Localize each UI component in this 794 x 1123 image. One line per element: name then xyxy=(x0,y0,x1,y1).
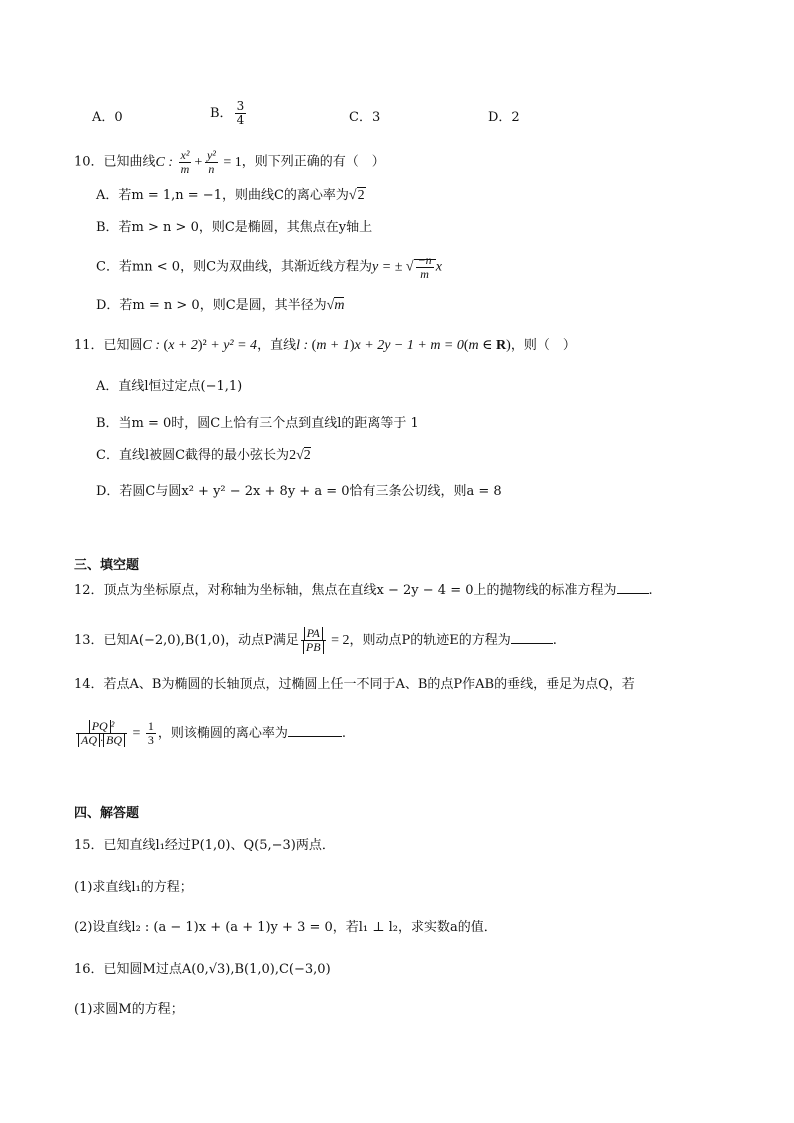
q10-option-c-text: C．若mn < 0，则C为双曲线，其渐近线方程为 xyxy=(96,259,373,275)
q10-option-b: B．若m > n > 0，则C是椭圆，其焦点在y轴上 xyxy=(96,220,373,235)
q10-stem-suffix: ，则下列正确的有（ ） xyxy=(241,154,385,170)
q9-b-denominator: 4 xyxy=(236,113,245,127)
q13-prefix: 13．已知A(−2,0),B(1,0)，动点P满足 xyxy=(74,633,299,648)
q11-stem-mid: ，直线 xyxy=(257,338,297,353)
q13-answer-blank[interactable] xyxy=(511,631,553,644)
q14-line2: $\frac{\text{PQ ²}}{AQ \cdot BQ}$ = $\frac{1}{3}$ ，则该椭圆的离心率为 . xyxy=(74,720,346,747)
asymptote-equation: y = ± √ $\frac{-n}{m}$ x xyxy=(372,253,442,281)
q13-suffix: ，则动点P的轨迹E的方程为 xyxy=(349,633,511,648)
q10-option-c xyxy=(96,254,442,281)
q10-option-d xyxy=(96,296,344,316)
section-solve-title: 四、解答题 xyxy=(74,806,140,821)
sqrt-m-expression: √m xyxy=(326,298,345,313)
q9-b-numerator: 3 xyxy=(236,99,245,113)
q9-option-d: D．2 xyxy=(488,110,520,125)
q11-option-c-text: C．直线l被圆C截得的最小弦长为 xyxy=(96,448,290,463)
q11-option-d: D．若圆C与圆x² + y² − 2x + 8y + a = 0恰有三条公切线，则a = 8 xyxy=(96,484,502,499)
sqrt2-expression: √2 xyxy=(348,188,365,203)
q12-text: 12．顶点为坐标原点，对称轴为坐标轴，焦点在直线x − 2y − 4 = 0上的抛物线的标准方程为 xyxy=(74,583,617,598)
q16-part1: (1)求圆M的方程； xyxy=(74,1002,184,1017)
q15-part1: (1)求直线l₁的方程； xyxy=(74,880,193,895)
section-fill-in-title: 三、填空题 xyxy=(74,558,140,573)
q10-curve-equation: C : $\frac{\text{x²}}{m}$ + $\frac{\text{y²}}{n}$ = 1 xyxy=(155,148,242,176)
q14-suffix: ，则该椭圆的离心率为 xyxy=(157,726,288,741)
q9-option-b-label: B． xyxy=(210,106,233,121)
q11-line-equation: l : (m + 1)x + 2y − 1 + m = 0(m ∈ R) xyxy=(296,338,511,353)
q15-part2: (2)设直线l₂ : (a − 1)x + (a + 1)y + 3 = 0，若l₁ ⊥ l₂，求实数a的值． xyxy=(74,920,497,935)
q15-stem: 15．已知直线l₁经过P(1,0)、Q(5,−3)两点． xyxy=(74,838,335,853)
q10-option-a xyxy=(96,186,366,206)
q12-stem: 12．顶点为坐标原点，对称轴为坐标轴，焦点在直线x − 2y − 4 = 0上的抛物线的标准方程为 . xyxy=(74,583,653,598)
q11-stem-suffix: ，则（ ） xyxy=(510,338,576,353)
q9-option-b-fraction xyxy=(235,100,247,127)
q14-answer-blank[interactable] xyxy=(288,724,342,737)
q13-stem: 13．已知A(−2,0),B(1,0)，动点P满足 $\frac{PA}{PB}$ = 2，则动点P的轨迹E的方程为 . xyxy=(74,626,557,654)
two-sqrt2-expression: 2√2 xyxy=(289,448,311,463)
q9-option-a: A．0 xyxy=(92,110,123,125)
q11-option-c xyxy=(96,446,311,466)
q14-one-third: $\frac{1}{3}$ xyxy=(147,719,154,747)
q12-answer-blank[interactable] xyxy=(617,581,649,594)
q11-circle-equation: C : (x + 2)² + y² = 4 xyxy=(142,338,258,353)
q10-stem xyxy=(74,149,385,176)
q10-option-a-text: A．若m = 1,n = −1，则曲线C的离心率为 xyxy=(96,188,349,203)
q11-stem-prefix: 11．已知圆 xyxy=(74,338,143,353)
q13-ratio: $\frac{PA}{PB}$ xyxy=(301,627,326,654)
q11-option-b: B．当m = 0时，圆C上恰有三个点到直线l的距离等于 1 xyxy=(96,416,419,431)
q9-option-b xyxy=(210,100,248,127)
q11-stem xyxy=(74,336,576,356)
q14-line1: 14．若点A、B为椭圆的长轴顶点，过椭圆上任一不同于A、B的点P作AB的垂线，垂足为点Q，若 xyxy=(74,677,635,692)
q10-option-d-text: D．若m = n > 0，则C是圆，其半径为 xyxy=(96,298,327,313)
q16-stem: 16．已知圆M过点A(0,√3),B(1,0),C(−3,0) xyxy=(74,962,331,977)
q11-option-a: A．直线l恒过定点(−1,1) xyxy=(96,379,243,394)
q9-option-c: C．3 xyxy=(349,110,381,125)
q14-ratio: $\frac{\text{PQ ²}}{AQ \cdot BQ}$ xyxy=(76,720,127,747)
q10-stem-prefix: 10．已知曲线 xyxy=(74,154,156,170)
